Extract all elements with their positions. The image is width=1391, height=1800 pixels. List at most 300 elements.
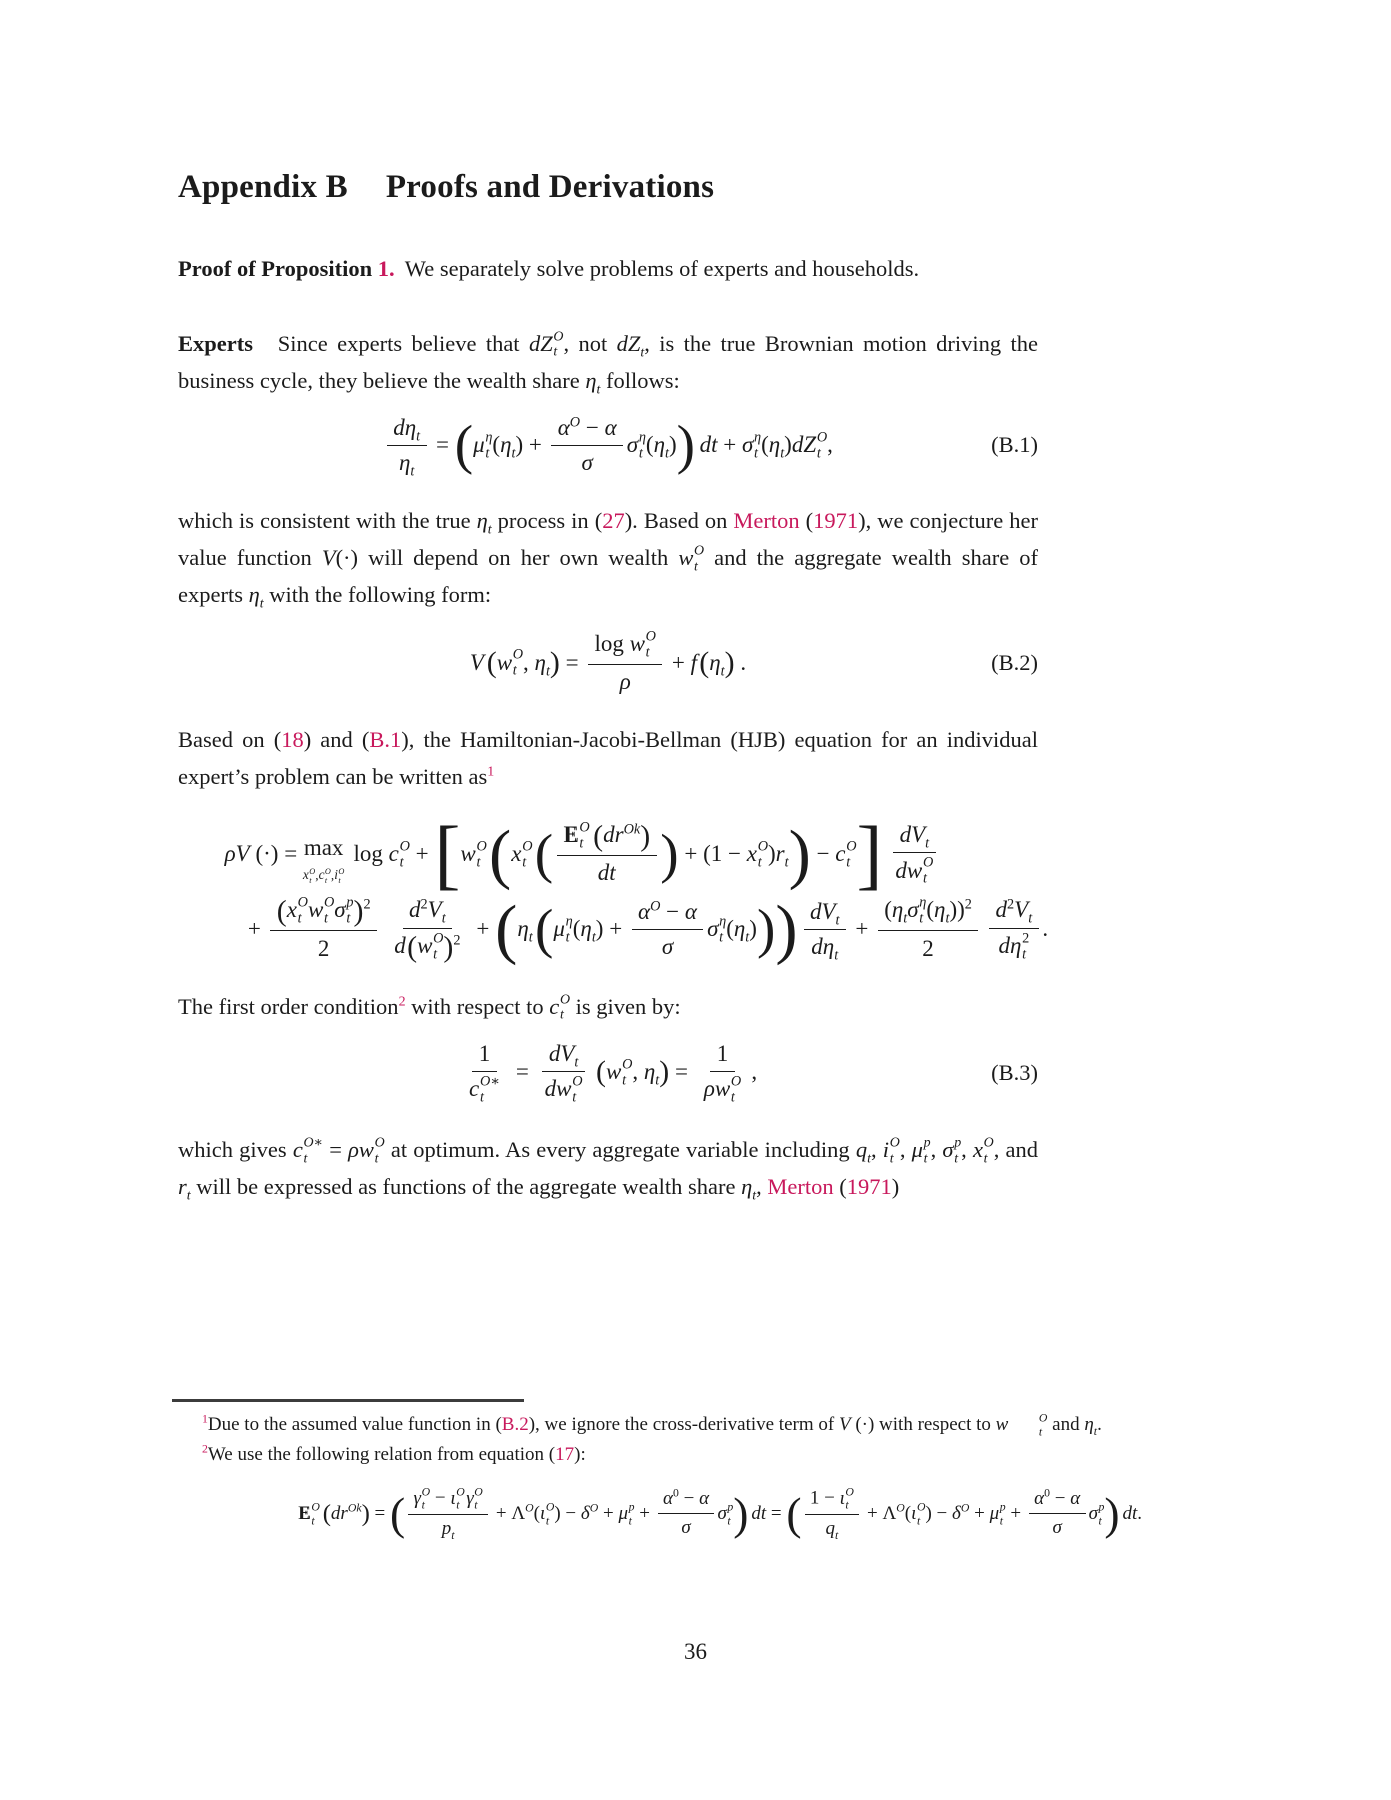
variable-base: i — [334, 867, 338, 883]
equation-B1-tag: (B.1) — [991, 432, 1038, 458]
variable-base: η — [1084, 1414, 1094, 1435]
paragraph-proof-of-proposition — [178, 250, 1038, 287]
variable-base: x — [972, 1136, 983, 1162]
subscript: t — [512, 662, 517, 679]
variable — [581, 1500, 598, 1528]
delimiter: ( — [593, 819, 604, 853]
variable-base: α — [638, 898, 651, 924]
equation-B2-body — [178, 629, 1038, 697]
text-run: ) − — [925, 1503, 952, 1525]
script-stack — [758, 839, 768, 871]
subscript: t — [479, 1089, 484, 1106]
variable-base: E — [298, 1503, 311, 1524]
script-stack — [1022, 931, 1029, 963]
text-run: ), we ignore the cross-derivative term of — [528, 1414, 839, 1435]
subscript: t — [259, 596, 264, 612]
script-stack — [456, 1486, 465, 1512]
text-run: with the following form: — [263, 581, 492, 607]
superscript: O — [311, 1500, 320, 1514]
fraction — [878, 895, 979, 963]
section-heading — [178, 168, 1038, 208]
text-run: , — [632, 1059, 644, 1085]
footnote-2 — [172, 1440, 1282, 1470]
text-run: + — [862, 1503, 883, 1525]
variable — [734, 912, 749, 947]
text-run: which gives — [178, 1136, 293, 1162]
math-italic: V — [427, 897, 442, 923]
variable-base: μ — [618, 1503, 628, 1524]
subscript: t — [752, 1188, 757, 1204]
variable — [1084, 1414, 1098, 1438]
text-run: , — [827, 432, 833, 458]
text-run: − — [660, 898, 685, 924]
denominator — [697, 1072, 747, 1107]
variable — [678, 543, 705, 575]
fraction — [697, 1039, 747, 1107]
superscript: p — [628, 1500, 635, 1514]
section-title: Proofs and Derivations — [385, 169, 715, 205]
ref-link[interactable]: Merton — [733, 507, 800, 533]
variable — [644, 1055, 659, 1090]
variable — [528, 329, 564, 360]
variable — [580, 912, 595, 947]
numerator — [403, 895, 453, 928]
ref-link[interactable]: Merton — [767, 1173, 834, 1199]
text-run: + — [409, 841, 435, 867]
variable-base: ι — [839, 1487, 845, 1509]
text-run: ) — [768, 841, 776, 867]
variable — [348, 1135, 385, 1167]
text-run: which is consistent with the true — [178, 507, 477, 533]
script-stack — [890, 1135, 900, 1166]
variable — [307, 894, 335, 927]
text-run: = — [766, 1503, 787, 1525]
numerator — [878, 895, 979, 931]
bold-text: Experts — [178, 330, 253, 356]
text-run: process in ( — [491, 507, 603, 533]
variable — [942, 1135, 962, 1167]
script-stack — [954, 1135, 961, 1166]
delimiter: ( — [534, 823, 554, 885]
script-stack — [346, 896, 353, 928]
math-italic: dt — [597, 860, 616, 886]
text-run: + — [1005, 1503, 1026, 1525]
fraction — [463, 1039, 507, 1107]
equation-B3-body — [178, 1039, 1038, 1107]
superscript: O — [545, 1500, 555, 1514]
text-run: . — [734, 649, 747, 675]
variable — [286, 894, 308, 927]
superscript: O — [757, 838, 768, 855]
text-run: ) — [668, 432, 677, 458]
script-stack — [422, 1486, 431, 1512]
text-run: = — [669, 1059, 694, 1085]
subscript: t — [919, 910, 924, 927]
superscript: Ok — [347, 1501, 362, 1515]
superscript: O — [512, 646, 524, 663]
footnote-ref-link[interactable]: 2 — [398, 994, 406, 1010]
variable-base: x — [286, 897, 297, 923]
subscript: t — [553, 344, 558, 360]
math-italic: α — [604, 414, 617, 440]
footnote-ref-link[interactable]: 1 — [487, 764, 495, 780]
math-italic: σ — [1052, 1517, 1062, 1539]
numerator — [588, 629, 662, 665]
variable — [441, 1518, 455, 1542]
text-run: + — [969, 1503, 990, 1525]
superscript: O — [694, 543, 705, 559]
math-italic: V — [469, 649, 484, 675]
text-run: ( — [533, 1503, 540, 1525]
variable-base: w — [995, 1414, 1009, 1435]
text-run: The first order condition — [178, 993, 399, 1019]
subscript: t — [1093, 1424, 1098, 1438]
text-run: ( — [799, 507, 814, 533]
math-italic: V — [838, 1414, 851, 1435]
variable-base: η — [500, 432, 512, 458]
variable — [318, 866, 331, 886]
variable — [995, 1411, 1048, 1439]
variable — [606, 1055, 632, 1090]
ref-link[interactable]: B.1 — [369, 727, 402, 753]
superscript: O∗ — [303, 1135, 324, 1151]
ref-link[interactable]: 17 — [555, 1444, 575, 1465]
numerator — [472, 1039, 496, 1072]
script-stack — [338, 867, 344, 886]
numerator — [893, 820, 935, 853]
text-run: and the aggregate wealth share of experts — [178, 544, 1038, 607]
denominator — [613, 665, 637, 697]
superscript: Ok — [623, 821, 641, 838]
operator-name: max — [303, 835, 344, 861]
text-run: ) — [784, 432, 792, 458]
subscript: t — [591, 929, 596, 946]
variable-base: dZ — [791, 431, 817, 457]
math-italic: dt — [751, 1503, 767, 1525]
ref-link[interactable]: 1971 — [813, 507, 859, 533]
variable-base: r — [775, 841, 785, 867]
superscript: 2 — [420, 896, 428, 913]
subscript: t — [309, 876, 312, 886]
section-number: Appendix B — [178, 169, 348, 205]
variable-base: x — [302, 867, 309, 883]
superscript: O — [456, 1485, 465, 1499]
script-stack — [845, 1486, 854, 1512]
text-run: is given by: — [570, 993, 681, 1019]
script-stack — [694, 544, 704, 575]
numerator — [408, 1486, 488, 1515]
variable-base: σ — [907, 897, 919, 923]
ref-link[interactable]: 1971 — [846, 1173, 892, 1199]
variable — [292, 1135, 324, 1167]
subscript: t — [338, 876, 341, 886]
superscript: O — [896, 1501, 905, 1515]
superscript: 0 — [673, 1486, 679, 1500]
variable-base: μ — [553, 916, 565, 942]
variable-base: dV — [899, 822, 926, 848]
variable-base: η — [891, 897, 904, 923]
script-stack — [476, 839, 486, 871]
ref-link[interactable]: 27 — [602, 507, 625, 533]
subscript: t — [834, 947, 839, 964]
variable — [413, 1485, 431, 1512]
subscript: t — [622, 1072, 627, 1089]
text-run: . — [1097, 1414, 1102, 1435]
math-italic: V — [1014, 897, 1029, 923]
subscript: t — [410, 463, 415, 480]
variable-base: c — [835, 840, 846, 866]
text-run: ( — [572, 916, 581, 942]
text-run: , — [330, 867, 335, 883]
ref-link[interactable]: 18 — [281, 727, 304, 753]
variable-base: p — [441, 1518, 452, 1540]
math-italic: dt — [1122, 1503, 1138, 1525]
max-operator — [303, 831, 344, 886]
subscript: t — [1022, 946, 1027, 963]
math-italic: d — [409, 897, 421, 923]
text-run: at optimum. As every aggregate variable including — [384, 1136, 856, 1162]
variable — [998, 930, 1030, 963]
variable — [825, 1518, 839, 1542]
denominator — [676, 1514, 696, 1541]
variable — [769, 428, 784, 463]
script-stack — [719, 914, 726, 946]
variable-base: σ — [707, 916, 719, 942]
text-run: , — [315, 867, 319, 883]
subscript: t — [757, 854, 762, 871]
text-run: − — [580, 414, 605, 440]
subscript: t — [727, 1514, 731, 1528]
superscript: O — [433, 930, 444, 947]
text-run: , — [870, 1136, 883, 1162]
script-stack — [579, 820, 589, 852]
script-stack — [485, 430, 492, 462]
variable-base: c — [318, 867, 325, 883]
text-run: = — [559, 649, 585, 675]
variable — [792, 428, 827, 463]
superscript: O — [474, 1485, 483, 1499]
variable-base: σ — [626, 431, 639, 457]
subscript: t — [476, 854, 481, 871]
superscript: η — [638, 429, 646, 446]
variable-base: η — [768, 432, 781, 458]
variable — [629, 628, 656, 661]
text-run: + — [717, 432, 742, 458]
variable — [476, 507, 492, 538]
text-run: , is the true Brownian motion driving the business cycle, they believe the wealth share — [178, 330, 1038, 393]
variable — [638, 899, 660, 924]
subscript: t — [565, 929, 570, 946]
math-italic: dt — [699, 432, 718, 458]
superscript: O — [983, 1135, 994, 1151]
script-stack — [304, 1135, 324, 1166]
superscript: O — [525, 1501, 534, 1515]
script-stack — [846, 839, 856, 871]
superscript: O∗ — [479, 1073, 500, 1090]
subscript: t — [694, 559, 698, 575]
variable-base: ρw — [703, 1076, 731, 1102]
variable-base: i — [882, 1136, 890, 1162]
subscript: t — [545, 663, 550, 680]
delimiter: ) — [756, 898, 776, 960]
variable-base: c — [388, 840, 399, 866]
footnote-ref-link[interactable]: 2 — [202, 1442, 208, 1456]
superscript: 2 — [964, 896, 972, 913]
superscript: O — [569, 413, 581, 430]
script-stack — [522, 839, 532, 871]
math-italic: α — [699, 1487, 710, 1509]
superscript: p — [346, 894, 354, 911]
text-run: ( — [492, 432, 501, 458]
variable — [907, 894, 927, 927]
subscript: t — [528, 929, 533, 946]
superscript: O — [916, 1500, 926, 1514]
variable — [809, 898, 840, 929]
subscript: t — [754, 445, 758, 462]
subscript: t — [487, 522, 492, 538]
subscript: t — [451, 1528, 455, 1542]
script-stack — [923, 856, 933, 888]
superscript: 0 — [1044, 1486, 1051, 1500]
script-stack — [433, 931, 443, 963]
superscript: O — [374, 1135, 385, 1151]
subscript: t — [324, 910, 328, 927]
superscript: O — [1038, 1411, 1048, 1425]
numerator — [270, 895, 377, 931]
variable-base: μ — [911, 1136, 923, 1162]
script-stack — [646, 629, 656, 661]
footnote-ref-link[interactable]: 1 — [202, 1412, 208, 1426]
delimiter: ) — [353, 895, 364, 928]
variable-base: w — [307, 897, 324, 923]
superscript: O — [399, 838, 410, 855]
variable — [663, 1488, 679, 1509]
superscript: O — [476, 838, 487, 855]
variable — [540, 1500, 554, 1528]
math-italic: σ — [581, 450, 593, 476]
subscript: t — [416, 428, 421, 445]
text-run: , — [756, 1173, 768, 1199]
variable — [473, 428, 492, 463]
script-stack — [513, 648, 523, 680]
subscript: t — [545, 1514, 550, 1528]
variable — [618, 1500, 634, 1528]
subscript: t — [346, 910, 351, 927]
script-stack — [560, 992, 570, 1023]
script-stack — [622, 1058, 632, 1090]
page-number: 36 — [684, 1639, 707, 1664]
subscript: t — [784, 854, 789, 871]
ref-link[interactable]: B.2 — [501, 1414, 529, 1435]
variable-base: w — [417, 932, 433, 958]
superscript: p — [727, 1500, 734, 1514]
variable-base: ι — [450, 1487, 456, 1509]
text-run: ( — [761, 432, 769, 458]
variable — [178, 1173, 191, 1204]
superscript: O — [309, 866, 316, 876]
proposition-ref-link[interactable]: 1. — [377, 255, 395, 281]
subscript: t — [297, 910, 302, 927]
variable-base: η — [643, 1059, 656, 1085]
delimiter: ) — [775, 892, 798, 966]
variable-base: x — [511, 840, 522, 866]
variable-base: dV — [809, 898, 836, 924]
math-italic: ρ — [619, 669, 631, 695]
variable-base: x — [746, 840, 757, 866]
script-stack — [309, 867, 315, 886]
subscript: t — [399, 854, 404, 871]
text-run: + (1 − — [678, 841, 747, 867]
numerator — [557, 820, 657, 856]
fraction — [557, 820, 657, 888]
variable-base: σ — [741, 431, 754, 457]
variable — [1089, 1500, 1105, 1528]
subscript: t — [816, 445, 821, 462]
delimiter: ( — [699, 645, 710, 679]
subscript: t — [903, 911, 908, 928]
variable-base: δ — [952, 1503, 961, 1525]
subscript: t — [999, 1514, 1003, 1528]
numerator — [551, 413, 623, 446]
math-italic: f — [690, 649, 697, 675]
script-stack — [375, 1135, 385, 1166]
delimiter: ) — [733, 1488, 749, 1540]
superscript: η — [565, 913, 573, 930]
text-run: ( — [726, 916, 734, 942]
text-run: will be expressed as functions of the aggregate wealth share — [190, 1173, 742, 1199]
variable-base: dη — [998, 932, 1022, 958]
superscript: 2 — [1022, 930, 1030, 947]
text-run: = — [369, 1503, 391, 1525]
paragraph-first-order-condition — [178, 988, 1038, 1025]
variable — [891, 897, 908, 928]
text-run: ( — [926, 897, 935, 923]
variable-base: r — [178, 1173, 187, 1199]
superscript: O — [960, 1501, 970, 1515]
fraction — [551, 413, 623, 478]
math-italic: d — [995, 897, 1008, 923]
subscript: t — [1098, 1514, 1102, 1528]
superscript: O — [889, 1135, 900, 1151]
text-run: ) + — [515, 432, 548, 458]
variable-base: γ — [466, 1487, 474, 1509]
text-run: We use the following relation from equation ( — [207, 1444, 556, 1465]
subscript: t — [835, 912, 840, 929]
subscript: t — [1038, 1425, 1043, 1439]
text-run: ( — [833, 1173, 847, 1199]
variable — [717, 1500, 733, 1528]
variable — [466, 1485, 483, 1512]
subscript: t — [954, 1151, 959, 1167]
superscript: p — [999, 1500, 1006, 1514]
text-run: log — [594, 630, 630, 656]
superscript: O — [324, 894, 335, 911]
fraction — [538, 1039, 589, 1107]
variable — [911, 1500, 925, 1528]
denominator — [889, 853, 940, 888]
delimiter: ( — [407, 930, 418, 964]
script-stack — [727, 1501, 733, 1527]
script-stack — [325, 867, 331, 886]
variable — [835, 837, 856, 872]
equation-HJB — [118, 810, 1118, 966]
superscript: η — [754, 429, 762, 446]
script-stack — [1099, 1501, 1105, 1527]
variable-base: η — [580, 916, 592, 942]
delimiter: ) — [549, 645, 560, 679]
delimiter: [ — [434, 810, 461, 898]
text-run: )) — [949, 897, 965, 923]
